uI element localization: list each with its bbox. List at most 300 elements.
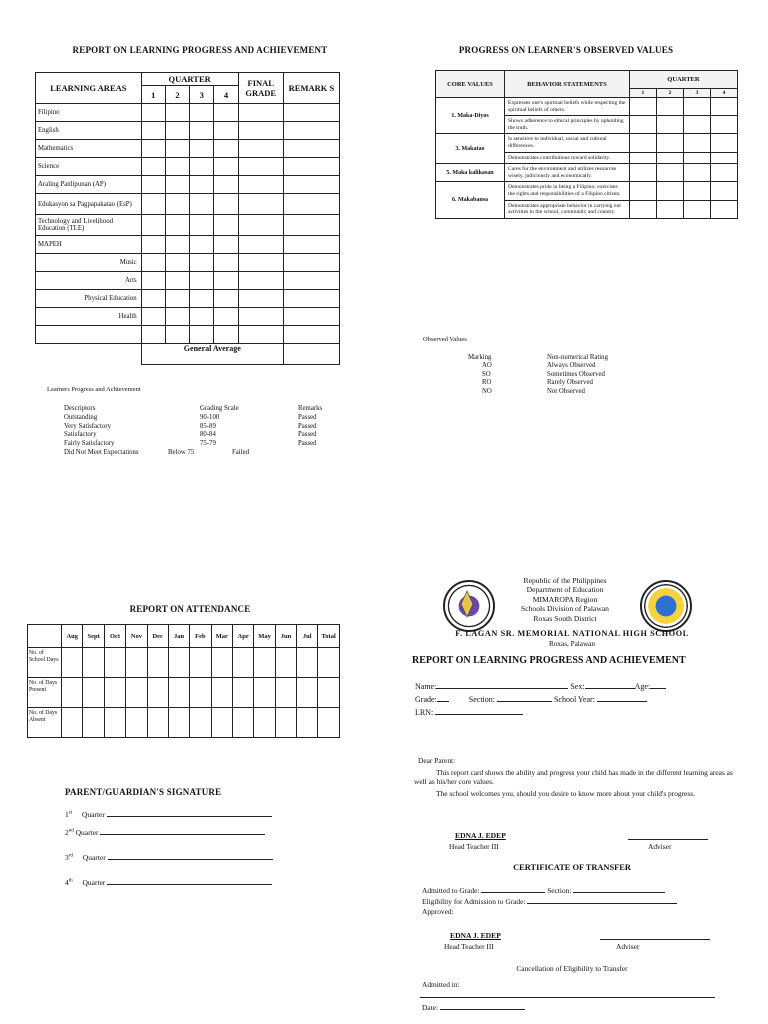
quarter-grade-cell[interactable] bbox=[141, 122, 165, 140]
marking-row bbox=[468, 388, 668, 396]
header-line: Republic of the Philippines bbox=[523, 576, 607, 585]
value-rating-cell[interactable] bbox=[656, 164, 683, 182]
header-line: Roxas South District bbox=[533, 613, 597, 623]
attendance-cell[interactable] bbox=[83, 648, 104, 678]
scale-title: Learners Progress and Achievement bbox=[47, 386, 141, 393]
lrn-label: LRN: bbox=[415, 708, 434, 717]
month-header: Jan bbox=[168, 625, 189, 648]
month-header: Nov bbox=[126, 625, 147, 648]
quarter-grade-cell[interactable] bbox=[165, 272, 189, 290]
quarter-grade-cell[interactable] bbox=[190, 140, 214, 158]
scale-descriptor: Outstanding bbox=[64, 413, 98, 421]
attendance-cell[interactable] bbox=[275, 708, 296, 738]
quarter-grade-cell[interactable] bbox=[141, 215, 165, 236]
scale-row bbox=[64, 414, 344, 423]
intro-paragraph-1: This report card shows the ability and progress your child has made in the different learning areas as well as his/her core values. bbox=[414, 768, 733, 787]
adviser-signature-line[interactable] bbox=[628, 839, 708, 840]
marking-row bbox=[468, 379, 668, 387]
attendance-cell[interactable] bbox=[232, 648, 253, 678]
age-label: Age: bbox=[634, 682, 651, 691]
quarter-grade-cell[interactable] bbox=[190, 272, 214, 290]
attendance-cell[interactable] bbox=[126, 678, 147, 708]
value-rating-cell[interactable] bbox=[683, 164, 710, 182]
lrn-field[interactable] bbox=[435, 706, 523, 715]
learning-area-name: Mathematics bbox=[36, 140, 142, 158]
quarter-grade-cell[interactable] bbox=[214, 176, 238, 194]
values-q3-header: 3 bbox=[683, 89, 710, 98]
core-value-name: 1. Maka-Diyos bbox=[436, 98, 505, 134]
marking-row bbox=[468, 371, 668, 379]
learning-area-name: MAPEH bbox=[36, 236, 142, 254]
attendance-cell[interactable] bbox=[147, 648, 168, 678]
attendance-row-label: No. of School Days bbox=[28, 648, 62, 678]
month-header: Feb bbox=[190, 625, 211, 648]
learning-area-row bbox=[36, 272, 340, 290]
sex-field[interactable] bbox=[585, 680, 635, 689]
final-grade-cell[interactable] bbox=[238, 272, 283, 290]
attendance-cell[interactable] bbox=[62, 648, 83, 678]
marking-code: SO bbox=[482, 370, 491, 378]
observed-values-table bbox=[435, 70, 738, 219]
attendance-cell[interactable] bbox=[211, 708, 232, 738]
month-header: Total bbox=[318, 625, 340, 648]
head-teacher-name-2: EDNA J. EDEP bbox=[450, 931, 501, 940]
admitted-to-label: Admitted to Grade: bbox=[422, 886, 480, 895]
learning-area-name: Health bbox=[36, 308, 142, 326]
final-grade-cell[interactable] bbox=[238, 122, 283, 140]
attendance-cell[interactable] bbox=[275, 678, 296, 708]
attendance-row-label: No. of Days Present bbox=[28, 678, 62, 708]
quarter-grade-cell[interactable] bbox=[190, 236, 214, 254]
grading-scale-header: Grading Scale bbox=[200, 405, 239, 412]
learning-area-row bbox=[36, 176, 340, 194]
value-rating-cell[interactable] bbox=[710, 200, 737, 218]
age-field[interactable] bbox=[650, 680, 666, 689]
remarks-cell[interactable] bbox=[283, 236, 339, 254]
attendance-row bbox=[28, 648, 340, 678]
deped-seal-icon bbox=[443, 580, 495, 632]
attendance-cell[interactable] bbox=[104, 648, 125, 678]
attendance-cell[interactable] bbox=[62, 678, 83, 708]
quarter-grade-cell[interactable] bbox=[214, 290, 238, 308]
final-grade-cell[interactable] bbox=[238, 215, 283, 236]
rating-header: Non-numerical Rating bbox=[547, 354, 608, 361]
marking-legend bbox=[468, 354, 668, 396]
scale-remark: Passed bbox=[298, 422, 317, 430]
attendance-cell[interactable] bbox=[147, 678, 168, 708]
attendance-cell[interactable] bbox=[104, 678, 125, 708]
transfer-section-label: Section: bbox=[547, 886, 572, 895]
value-rating-cell[interactable] bbox=[710, 98, 737, 116]
behavior-statement: Shows adherence to ethical principles by upholding the truth. bbox=[505, 116, 630, 134]
quarter-grade-cell[interactable] bbox=[141, 272, 165, 290]
scale-row bbox=[64, 423, 344, 432]
attendance-cell[interactable] bbox=[190, 678, 211, 708]
core-value-name: 3. Makatao bbox=[436, 134, 505, 164]
header-line: Department of Education bbox=[526, 585, 604, 595]
quarter-signature-field[interactable] bbox=[107, 808, 272, 817]
quarter-grade-cell[interactable] bbox=[165, 158, 189, 176]
quarter-suffix: nd bbox=[68, 828, 74, 834]
header-line: Schools Division of Palawan bbox=[521, 604, 609, 614]
scale-remark: Passed bbox=[298, 431, 317, 439]
learning-area-row bbox=[36, 254, 340, 272]
attendance-cell[interactable] bbox=[147, 708, 168, 738]
quarter-header: QUARTER bbox=[141, 73, 238, 86]
quarter-grade-cell[interactable] bbox=[165, 254, 189, 272]
observed-values-label: Observed Values bbox=[423, 336, 467, 343]
scale-range: 75-79 bbox=[200, 440, 216, 448]
values-row bbox=[436, 182, 738, 200]
behavior-statement: Demonstrates appropriate behavior in carrying out activities in the school, community and country. bbox=[505, 200, 630, 218]
values-q4-header: 4 bbox=[710, 89, 737, 98]
month-header: Sept bbox=[83, 625, 104, 648]
value-rating-cell[interactable] bbox=[710, 182, 737, 200]
value-rating-cell[interactable] bbox=[710, 134, 737, 152]
quarter-grade-cell[interactable] bbox=[190, 290, 214, 308]
learning-area-name: Araling Panlipunan (AP) bbox=[36, 176, 142, 194]
quarter-label: Quarter bbox=[75, 828, 99, 837]
quarter-number: 1 bbox=[65, 810, 69, 819]
quarter-grade-cell[interactable] bbox=[190, 254, 214, 272]
adviser-signature-line-2[interactable] bbox=[600, 939, 710, 940]
quarter-grade-cell[interactable] bbox=[141, 158, 165, 176]
quarter-grade-cell[interactable] bbox=[190, 215, 214, 236]
values-q2-header: 2 bbox=[656, 89, 683, 98]
quarter-4-header: 4 bbox=[214, 86, 238, 104]
quarter-grade-cell[interactable] bbox=[190, 122, 214, 140]
quarter-grade-cell[interactable] bbox=[165, 122, 189, 140]
final-grade-header: FINAL GRADE bbox=[238, 73, 283, 104]
quarter-grade-cell[interactable] bbox=[214, 194, 238, 215]
quarter-grade-cell[interactable] bbox=[141, 290, 165, 308]
value-rating-cell[interactable] bbox=[629, 116, 656, 134]
learning-area-name: Physical Education bbox=[36, 290, 142, 308]
sex-label: Sex: bbox=[570, 682, 585, 691]
quarter-grade-cell[interactable] bbox=[141, 326, 165, 344]
remarks-cell[interactable] bbox=[283, 104, 339, 122]
eligibility-field[interactable] bbox=[527, 895, 677, 904]
quarter-grade-cell[interactable] bbox=[190, 326, 214, 344]
quarter-grade-cell[interactable] bbox=[190, 158, 214, 176]
quarter-grade-cell[interactable] bbox=[190, 104, 214, 122]
learning-area-name: English bbox=[36, 122, 142, 140]
value-rating-cell[interactable] bbox=[683, 98, 710, 116]
quarter-grade-cell[interactable] bbox=[165, 290, 189, 308]
quarter-grade-cell[interactable] bbox=[141, 308, 165, 326]
learning-area-name: Filipino bbox=[36, 104, 142, 122]
grading-scale bbox=[64, 405, 344, 458]
blank-cell bbox=[36, 344, 142, 365]
value-rating-cell[interactable] bbox=[656, 134, 683, 152]
quarter-grade-cell[interactable] bbox=[214, 236, 238, 254]
parent-signature-title: PARENT/GUARDIAN'S SIGNATURE bbox=[65, 787, 222, 797]
behavior-statement: Cares for the environment and utilizes resources wisely, judiciously and economically. bbox=[505, 164, 630, 182]
quarter-signature-field[interactable] bbox=[108, 851, 273, 860]
value-rating-cell[interactable] bbox=[629, 98, 656, 116]
observed-values-title: PROGRESS ON LEARNER'S OBSERVED VALUES bbox=[458, 45, 674, 55]
final-grade-cell[interactable] bbox=[238, 140, 283, 158]
quarter-grade-cell[interactable] bbox=[165, 140, 189, 158]
learning-progress-title: REPORT ON LEARNING PROGRESS AND ACHIEVEMENT bbox=[72, 45, 328, 55]
remarks-cell[interactable] bbox=[283, 140, 339, 158]
quarter-grade-cell[interactable] bbox=[214, 254, 238, 272]
intro-paragraph-2: The school welcomes you, should you desire to know more about your child's progress. bbox=[436, 789, 695, 798]
attendance-table bbox=[27, 624, 340, 738]
date-field[interactable] bbox=[440, 1001, 525, 1010]
scale-remark: Passed bbox=[298, 413, 317, 421]
transfer-section-field[interactable] bbox=[573, 884, 665, 893]
remarks-cell[interactable] bbox=[283, 326, 339, 344]
quarter-grade-cell[interactable] bbox=[190, 176, 214, 194]
attendance-cell[interactable] bbox=[211, 678, 232, 708]
quarter-signature-field[interactable] bbox=[107, 876, 272, 885]
scale-row bbox=[64, 431, 344, 440]
general-average-cell[interactable] bbox=[283, 344, 339, 365]
quarter-grade-cell[interactable] bbox=[214, 326, 238, 344]
behavior-statement: Demonstrates pride in being a Filipino; exercises the rights and responsibilities of a Filipino citizen. bbox=[505, 182, 630, 200]
month-header: Dec bbox=[147, 625, 168, 648]
attendance-cell[interactable] bbox=[254, 648, 275, 678]
attendance-cell[interactable] bbox=[318, 648, 340, 678]
value-rating-cell[interactable] bbox=[629, 164, 656, 182]
scale-remark: Passed bbox=[298, 440, 317, 448]
value-rating-cell[interactable] bbox=[656, 182, 683, 200]
remarks-cell[interactable] bbox=[283, 158, 339, 176]
month-header: Oct bbox=[104, 625, 125, 648]
name-field[interactable] bbox=[436, 680, 568, 689]
learning-area-row bbox=[36, 236, 340, 254]
value-rating-cell[interactable] bbox=[683, 116, 710, 134]
learning-area-name: Arts bbox=[36, 272, 142, 290]
attendance-corner bbox=[28, 625, 62, 648]
quarter-grade-cell[interactable] bbox=[214, 272, 238, 290]
marking-rating: Sometimes Observed bbox=[547, 370, 605, 378]
quarter-grade-cell[interactable] bbox=[141, 236, 165, 254]
remarks-cell[interactable] bbox=[283, 254, 339, 272]
behavior-statement: Demonstrates contributions toward solidarity. bbox=[505, 152, 630, 164]
final-grade-cell[interactable] bbox=[238, 194, 283, 215]
quarter-grade-cell[interactable] bbox=[165, 308, 189, 326]
signature-quarter-row bbox=[65, 851, 273, 862]
grade-label: Grade: bbox=[415, 695, 437, 704]
remarks-cell[interactable] bbox=[283, 194, 339, 215]
school-header bbox=[495, 576, 635, 623]
quarter-grade-cell[interactable] bbox=[141, 140, 165, 158]
scale-row bbox=[64, 449, 344, 458]
attendance-cell[interactable] bbox=[104, 708, 125, 738]
grade-field[interactable] bbox=[437, 693, 449, 702]
header-line: MIMAROPA Region bbox=[532, 594, 598, 604]
attendance-cell[interactable] bbox=[190, 648, 211, 678]
value-rating-cell[interactable] bbox=[629, 152, 656, 164]
values-row bbox=[436, 164, 738, 182]
values-row bbox=[436, 134, 738, 152]
school-year-field[interactable] bbox=[597, 693, 647, 702]
quarter-grade-cell[interactable] bbox=[141, 176, 165, 194]
quarter-2-header: 2 bbox=[165, 86, 189, 104]
learning-area-row bbox=[36, 215, 340, 236]
signature-quarter-row bbox=[65, 808, 272, 819]
month-header: Mar bbox=[211, 625, 232, 648]
learning-area-row bbox=[36, 194, 340, 215]
adviser-label: Adviser bbox=[648, 842, 672, 851]
marking-rating: Not Observed bbox=[547, 387, 585, 395]
core-value-name: 5. Maka kalikasan bbox=[436, 164, 505, 182]
attendance-cell[interactable] bbox=[83, 708, 104, 738]
attendance-cell[interactable] bbox=[83, 678, 104, 708]
quarter-grade-cell[interactable] bbox=[165, 176, 189, 194]
final-grade-cell[interactable] bbox=[238, 104, 283, 122]
learning-area-row bbox=[36, 158, 340, 176]
value-rating-cell[interactable] bbox=[683, 134, 710, 152]
remarks-cell[interactable] bbox=[283, 176, 339, 194]
final-grade-cell[interactable] bbox=[238, 236, 283, 254]
attendance-cell[interactable] bbox=[168, 678, 189, 708]
attendance-cell[interactable] bbox=[254, 708, 275, 738]
school-name: F. LAGAN SR. MEMORIAL NATIONAL HIGH SCHOOL bbox=[455, 629, 689, 638]
attendance-cell[interactable] bbox=[168, 648, 189, 678]
learning-area-name: Science bbox=[36, 158, 142, 176]
month-header: Jul bbox=[297, 625, 318, 648]
attendance-cell[interactable] bbox=[254, 678, 275, 708]
value-rating-cell[interactable] bbox=[710, 152, 737, 164]
attendance-cell[interactable] bbox=[168, 708, 189, 738]
date-label-text: Date: bbox=[422, 1003, 439, 1012]
final-grade-cell[interactable] bbox=[238, 308, 283, 326]
quarter-suffix: st bbox=[68, 810, 73, 816]
value-rating-cell[interactable] bbox=[710, 164, 737, 182]
approved-label: Approved: bbox=[422, 906, 454, 916]
attendance-cell[interactable] bbox=[232, 708, 253, 738]
attendance-cell[interactable] bbox=[126, 648, 147, 678]
marking-rating: Always Observed bbox=[547, 362, 596, 370]
general-average-row bbox=[36, 344, 340, 365]
quarter-grade-cell[interactable] bbox=[165, 215, 189, 236]
attendance-cell[interactable] bbox=[62, 708, 83, 738]
quarter-grade-cell[interactable] bbox=[214, 140, 238, 158]
quarter-grade-cell[interactable] bbox=[190, 308, 214, 326]
cancellation-title: Cancellation of Eligibility to Transfer bbox=[516, 964, 628, 973]
marking-code: RO bbox=[482, 379, 492, 387]
marking-header: Marking bbox=[468, 354, 492, 361]
final-grade-cell[interactable] bbox=[238, 176, 283, 194]
head-teacher-title-2: Head Teacher III bbox=[444, 942, 494, 951]
attendance-cell[interactable] bbox=[211, 648, 232, 678]
quarter-grade-cell[interactable] bbox=[165, 194, 189, 215]
remarks-cell[interactable] bbox=[283, 290, 339, 308]
signature-quarter-row bbox=[65, 826, 265, 837]
admitted-in-line[interactable] bbox=[420, 997, 715, 998]
dear-parent: Dear Parent: bbox=[418, 756, 456, 765]
quarter-number: 3 bbox=[65, 853, 69, 862]
attendance-cell[interactable] bbox=[126, 708, 147, 738]
attendance-cell[interactable] bbox=[297, 648, 318, 678]
attendance-cell[interactable] bbox=[318, 708, 340, 738]
quarter-1-header: 1 bbox=[141, 86, 165, 104]
quarter-label: Quarter bbox=[82, 853, 106, 862]
attendance-cell[interactable] bbox=[275, 648, 296, 678]
scale-range: 90-100 bbox=[200, 413, 220, 421]
value-rating-cell[interactable] bbox=[683, 200, 710, 218]
marking-code: NO bbox=[482, 387, 492, 395]
final-grade-cell[interactable] bbox=[238, 326, 283, 344]
month-header: Aug bbox=[62, 625, 83, 648]
remarks-cell[interactable] bbox=[283, 272, 339, 290]
remarks-cell[interactable] bbox=[283, 215, 339, 236]
attendance-cell[interactable] bbox=[232, 678, 253, 708]
remarks-cell[interactable] bbox=[283, 122, 339, 140]
scale-range: 80-84 bbox=[200, 431, 216, 439]
quarter-grade-cell[interactable] bbox=[141, 194, 165, 215]
value-rating-cell[interactable] bbox=[629, 134, 656, 152]
quarter-grade-cell[interactable] bbox=[141, 104, 165, 122]
final-grade-cell[interactable] bbox=[238, 254, 283, 272]
quarter-grade-cell[interactable] bbox=[190, 194, 214, 215]
quarter-grade-cell[interactable] bbox=[165, 236, 189, 254]
attendance-cell[interactable] bbox=[297, 708, 318, 738]
values-quarter-header: QUARTER bbox=[629, 71, 737, 89]
quarter-grade-cell[interactable] bbox=[214, 122, 238, 140]
value-rating-cell[interactable] bbox=[656, 200, 683, 218]
value-rating-cell[interactable] bbox=[656, 116, 683, 134]
quarter-grade-cell[interactable] bbox=[141, 254, 165, 272]
attendance-cell[interactable] bbox=[190, 708, 211, 738]
learning-area-row bbox=[36, 290, 340, 308]
learning-area-row bbox=[36, 308, 340, 326]
value-rating-cell[interactable] bbox=[656, 98, 683, 116]
head-teacher-name: EDNA J. EDEP bbox=[455, 831, 506, 840]
quarter-grade-cell[interactable] bbox=[165, 104, 189, 122]
admitted-to-field[interactable] bbox=[481, 884, 545, 893]
school-year-label: School Year: bbox=[553, 695, 595, 704]
section-field[interactable] bbox=[497, 693, 552, 702]
scale-range: Below 75 bbox=[168, 448, 195, 456]
remarks-cell[interactable] bbox=[283, 308, 339, 326]
learning-areas-table bbox=[35, 72, 340, 365]
transfer-fields bbox=[422, 884, 742, 916]
final-grade-cell[interactable] bbox=[238, 290, 283, 308]
core-values-header: CORE VALUES bbox=[436, 71, 505, 98]
value-rating-cell[interactable] bbox=[710, 116, 737, 134]
value-rating-cell[interactable] bbox=[629, 200, 656, 218]
scale-descriptor: Did Not Meet Expectations bbox=[64, 448, 139, 456]
quarter-number: 2 bbox=[65, 828, 69, 837]
quarter-grade-cell[interactable] bbox=[214, 104, 238, 122]
quarter-grade-cell[interactable] bbox=[214, 158, 238, 176]
final-grade-cell[interactable] bbox=[238, 158, 283, 176]
attendance-cell[interactable] bbox=[297, 678, 318, 708]
value-rating-cell[interactable] bbox=[629, 182, 656, 200]
learning-area-name: Technology and Livelihood Education (TLE) bbox=[36, 215, 142, 236]
learning-area-name bbox=[36, 326, 142, 344]
value-rating-cell[interactable] bbox=[683, 182, 710, 200]
value-rating-cell[interactable] bbox=[656, 152, 683, 164]
report-card-title: REPORT ON LEARNING PROGRESS AND ACHIEVEMENT bbox=[412, 655, 686, 666]
attendance-title: REPORT ON ATTENDANCE bbox=[129, 604, 251, 614]
learning-area-row bbox=[36, 122, 340, 140]
value-rating-cell[interactable] bbox=[683, 152, 710, 164]
quarter-label: Quarter bbox=[81, 810, 105, 819]
quarter-grade-cell[interactable] bbox=[214, 215, 238, 236]
quarter-signature-field[interactable] bbox=[100, 826, 265, 835]
quarter-suffix: rd bbox=[68, 853, 73, 859]
school-place: Roxas, Palawan bbox=[549, 640, 595, 648]
quarter-grade-cell[interactable] bbox=[165, 326, 189, 344]
month-header: Jun bbox=[275, 625, 296, 648]
quarter-grade-cell[interactable] bbox=[214, 308, 238, 326]
attendance-cell[interactable] bbox=[318, 678, 340, 708]
